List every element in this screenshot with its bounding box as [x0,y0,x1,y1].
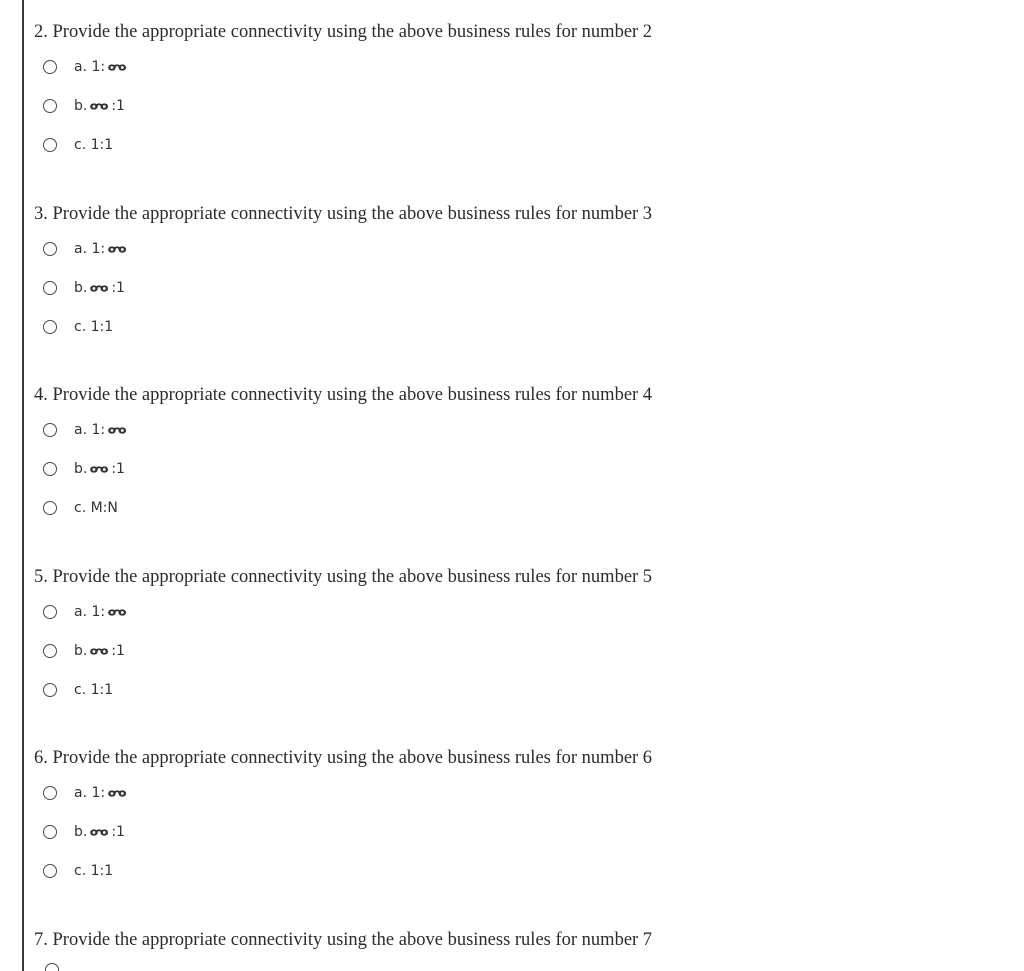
option-label [74,422,129,438]
option-prefix: a. 1: [74,422,106,438]
option-prefix: a. 1: [74,785,106,801]
infinity-icon [89,101,109,112]
option-label [74,319,113,335]
option-label [74,461,125,477]
option-label [74,604,129,620]
option-prefix: b. [74,98,88,114]
infinity-icon [89,283,109,294]
question-title: 6. Provide the appropriate connectivity using the above business rules for number 6 [34,748,653,768]
radio-button[interactable] [43,864,57,878]
radio-button[interactable] [43,423,57,437]
question-title: 3. Provide the appropriate connectivity using the above business rules for number 3 [34,204,653,224]
radio-button[interactable] [43,60,57,74]
option-prefix: b. [74,461,88,477]
option-label [74,682,113,698]
option-label [74,500,118,516]
infinity-icon [89,464,109,475]
option-prefix: b. [74,280,88,296]
option-suffix: :1 [111,824,125,840]
radio-button[interactable] [43,320,57,334]
option-prefix: c. M:N [74,500,118,516]
option-a[interactable] [43,56,129,78]
radio-button[interactable] [43,786,57,800]
option-prefix: c. 1:1 [74,863,114,879]
radio-button[interactable] [43,825,57,839]
option-prefix: a. 1: [74,604,106,620]
option-b[interactable] [43,277,125,299]
radio-button[interactable] [43,683,57,697]
radio-button[interactable] [43,501,57,515]
option-suffix: :1 [111,643,125,659]
option-label [74,643,125,659]
question-title: 7. Provide the appropriate connectivity using the above business rules for number 7 [34,930,653,950]
option-c[interactable] [43,316,113,338]
option-prefix: b. [74,643,88,659]
radio-button[interactable] [45,963,59,971]
option-a[interactable] [43,782,129,804]
option-suffix: :1 [111,280,125,296]
option-label [74,824,125,840]
option-c[interactable] [43,860,113,882]
option-b[interactable] [43,640,125,662]
infinity-icon [107,425,127,436]
radio-button[interactable] [43,644,57,658]
option-label [74,137,113,153]
infinity-icon [107,62,127,73]
radio-button[interactable] [43,281,57,295]
option-label [74,863,113,879]
option-c[interactable] [43,497,118,519]
option-prefix: b. [74,824,88,840]
option-prefix: c. 1:1 [74,682,114,698]
option-b[interactable] [43,95,125,117]
option-b[interactable] [43,821,125,843]
radio-button[interactable] [43,605,57,619]
infinity-icon [107,788,127,799]
question-title: 2. Provide the appropriate connectivity using the above business rules for number 2 [34,22,653,42]
option-b[interactable] [43,458,125,480]
question-title: 5. Provide the appropriate connectivity using the above business rules for number 5 [34,567,653,587]
option-label [74,59,129,75]
option-a[interactable] [43,419,129,441]
option-prefix: a. 1: [74,59,106,75]
left-border [22,0,24,971]
infinity-icon [89,646,109,657]
option-a[interactable] [43,601,129,623]
option-prefix: c. 1:1 [74,137,114,153]
option-label [74,98,125,114]
radio-button[interactable] [43,462,57,476]
option-c[interactable] [43,679,113,701]
option-label [74,241,129,257]
option-label [74,785,129,801]
option-prefix: a. 1: [74,241,106,257]
question-title: 4. Provide the appropriate connectivity using the above business rules for number 4 [34,385,653,405]
option-c[interactable] [43,134,113,156]
radio-button[interactable] [43,99,57,113]
option-suffix: :1 [111,98,125,114]
infinity-icon [89,827,109,838]
infinity-icon [107,244,127,255]
radio-button[interactable] [43,138,57,152]
option-suffix: :1 [111,461,125,477]
radio-button[interactable] [43,242,57,256]
option-a[interactable] [43,238,129,260]
infinity-icon [107,607,127,618]
option-label [74,280,125,296]
option-prefix: c. 1:1 [74,319,114,335]
